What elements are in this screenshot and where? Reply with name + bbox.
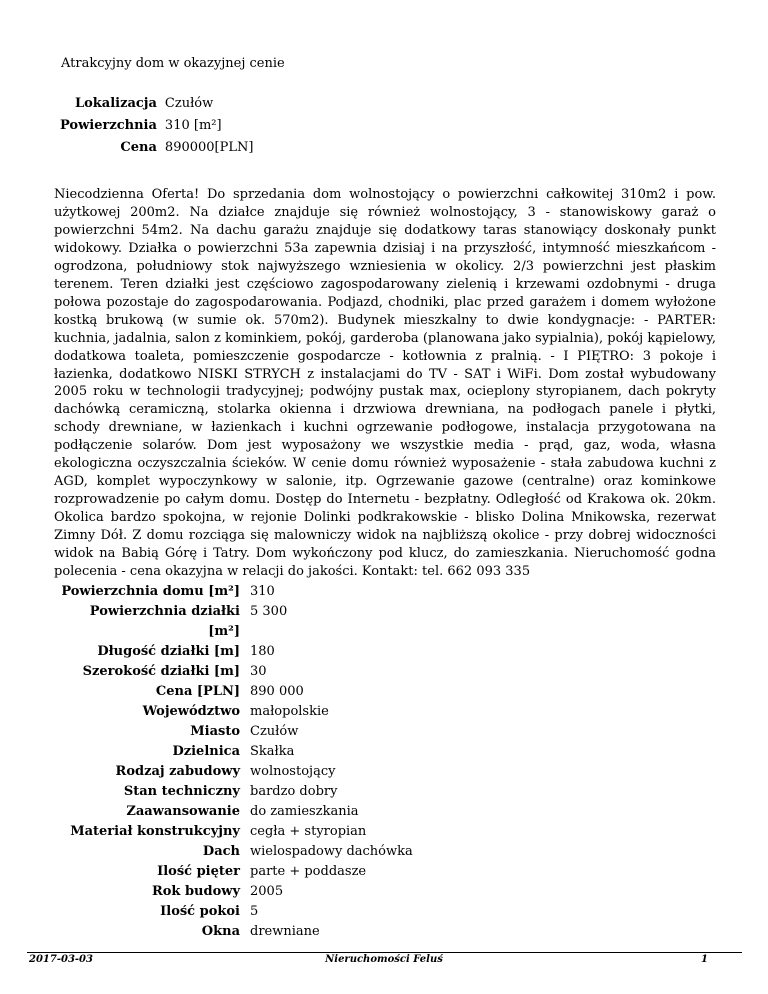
detail-value: 30	[250, 664, 267, 679]
detail-row	[56, 882, 413, 902]
summary-value: 890000[PLN]	[164, 140, 254, 155]
summary-row	[60, 137, 259, 159]
detail-label: Długość działki [m]	[97, 644, 240, 659]
detail-value: 180	[250, 644, 275, 659]
detail-row	[56, 902, 413, 922]
detail-row	[56, 782, 413, 802]
detail-row	[56, 582, 413, 602]
detail-row	[56, 702, 413, 722]
detail-row	[56, 742, 413, 762]
detail-row	[56, 722, 413, 742]
detail-row	[56, 922, 413, 942]
detail-value: 890 000	[250, 684, 304, 699]
detail-row	[56, 822, 413, 842]
detail-row	[56, 662, 413, 682]
detail-label: Powierzchnia działki [m²]	[89, 604, 240, 639]
summary-label: Lokalizacja	[74, 96, 157, 111]
detail-label: Zaawansowanie	[126, 804, 240, 819]
detail-value: cegła + styropian	[250, 824, 367, 839]
summary-row	[60, 93, 259, 115]
detail-label: Województwo	[142, 704, 240, 719]
detail-label: Materiał konstrukcyjny	[70, 824, 240, 839]
summary-value: 310 [m²]	[164, 118, 222, 133]
detail-value: do zamieszkania	[250, 804, 359, 819]
detail-value: wolnostojący	[250, 764, 336, 779]
detail-value: drewniane	[250, 924, 320, 939]
detail-value: Skałka	[250, 744, 295, 759]
summary-value: Czułów	[164, 96, 214, 111]
detail-value: 2005	[250, 884, 284, 899]
listing-description: Niecodzienna Oferta! Do sprzedania dom wolnostojący o powierzchni całkowitej 310m2 i pow. użytkowej 200m2. Na działce znajduje się również wolnostojący, 3 - stanowiskowy garaż o powierzchni 54m2. Na dachu garażu znajduje się dodatkowy taras stanowiący doskonały punkt widokowy. Działka o powierzchni 53a zapewnia dzisiaj i na przyszłość, intymność mieszkańcom - ogrodzona, południowy stok najwyższego wzniesienia w okolicy. 2/3 powierzchni jest płaskim terenem. Teren działki jest częściowo zagospodarowany zielenią i krzewami ozdobnymi - druga połowa pozostaje do zagospodarowania. Podjazd, chodniki, plac przed garażem i domem wyłożone kostką brukową (w sumie ok. 570m2). Budynek mieszkalny to dwie kondygnacje: - PARTER: kuchnia, jadalnia, salon z kominkiem, pokój, garderoba (planowana jako sypialnia), pokój kąpielowy, dodatkowa toaleta, pomieszczenie gospodarcze - kotłownia z pralnią. - I PIĘTRO: 3 pokoje i łazienka, dodatkowo NISKI STRYCH z instalacjami do TV - SAT i WiFi. Dom został wybudowany 2005 roku w technologii tradycyjnej; podwójny pustak max, ocieplony styropianem, dach pokryty dachówką ceramiczną, stolarka okienna i drzwiowa drewniana, na podłogach panele i płytki, schody drewniane, w łazienkach i kuchni ogrzewanie podłogowe, instalacja przygotowana na podłączenie solarów. Dom jest wyposażony we wszystkie media - prąd, gaz, woda, własna ekologiczna oczyszczalnia ścieków. W cenie domu również wyposażenie - stała zabudowa kuchni z AGD, komplet wypoczynkowy w salonie, itp. Ogrzewanie gazowe (centralne) oraz kominkowe rozprowadzenie po całym domu. Dostęp do Internetu - bezpłatny. Odległość od Krakowa ok. 20km. Okolica bardzo spokojna, w rejonie Dolinki podkrakowskie - blisko Dolina Mnikowska, rezerwat Zimny Dół. Z domu rozciąga się malowniczy widok na najbliższą okolice - przy dobrej widoczności widok na Babią Górę i Tatry. Dom wykończony pod klucz, do zamieszkania. Nieruchomość godna polecenia - cena okazyjna w relacji do jakości. Kontakt: tel. 662 093 335	[54, 187, 716, 580]
details-table	[56, 582, 413, 942]
detail-value: Czułów	[250, 724, 299, 739]
listing-title: Atrakcyjny dom w okazyjnej cenie	[61, 56, 285, 71]
detail-label: Szerokość działki [m]	[82, 664, 240, 679]
detail-label: Rodzaj zabudowy	[115, 764, 240, 779]
summary-label: Cena	[120, 140, 157, 155]
detail-label: Cena [PLN]	[155, 684, 240, 699]
detail-value: 310	[250, 584, 275, 599]
detail-row	[56, 762, 413, 782]
detail-row	[56, 602, 413, 642]
detail-value: bardzo dobry	[250, 784, 338, 799]
summary-row	[60, 115, 259, 137]
footer-page-number: 1	[701, 954, 708, 965]
detail-value: 5 300	[250, 604, 288, 619]
summary-table	[60, 93, 259, 159]
detail-row	[56, 682, 413, 702]
detail-value: 5	[250, 904, 259, 919]
detail-row	[56, 842, 413, 862]
detail-label: Okna	[201, 924, 240, 939]
detail-value: małopolskie	[250, 704, 329, 719]
detail-row	[56, 642, 413, 662]
footer-date: 2017-03-03	[29, 954, 93, 965]
detail-label: Dzielnica	[172, 744, 240, 759]
footer-divider	[27, 952, 742, 953]
summary-label: Powierzchnia	[60, 118, 157, 133]
detail-label: Powierzchnia domu [m²]	[61, 584, 240, 599]
detail-label: Ilość pokoi	[160, 904, 240, 919]
detail-value: parte + poddasze	[250, 864, 367, 879]
detail-label: Dach	[202, 844, 240, 859]
detail-row	[56, 862, 413, 882]
detail-label: Rok budowy	[151, 884, 240, 899]
detail-label: Stan techniczny	[123, 784, 240, 799]
footer-company: Nieruchomości Feluś	[325, 954, 443, 965]
detail-label: Miasto	[190, 724, 240, 739]
detail-value: wielospadowy dachówka	[250, 844, 413, 859]
detail-row	[56, 802, 413, 822]
detail-label: Ilość pięter	[157, 864, 240, 879]
